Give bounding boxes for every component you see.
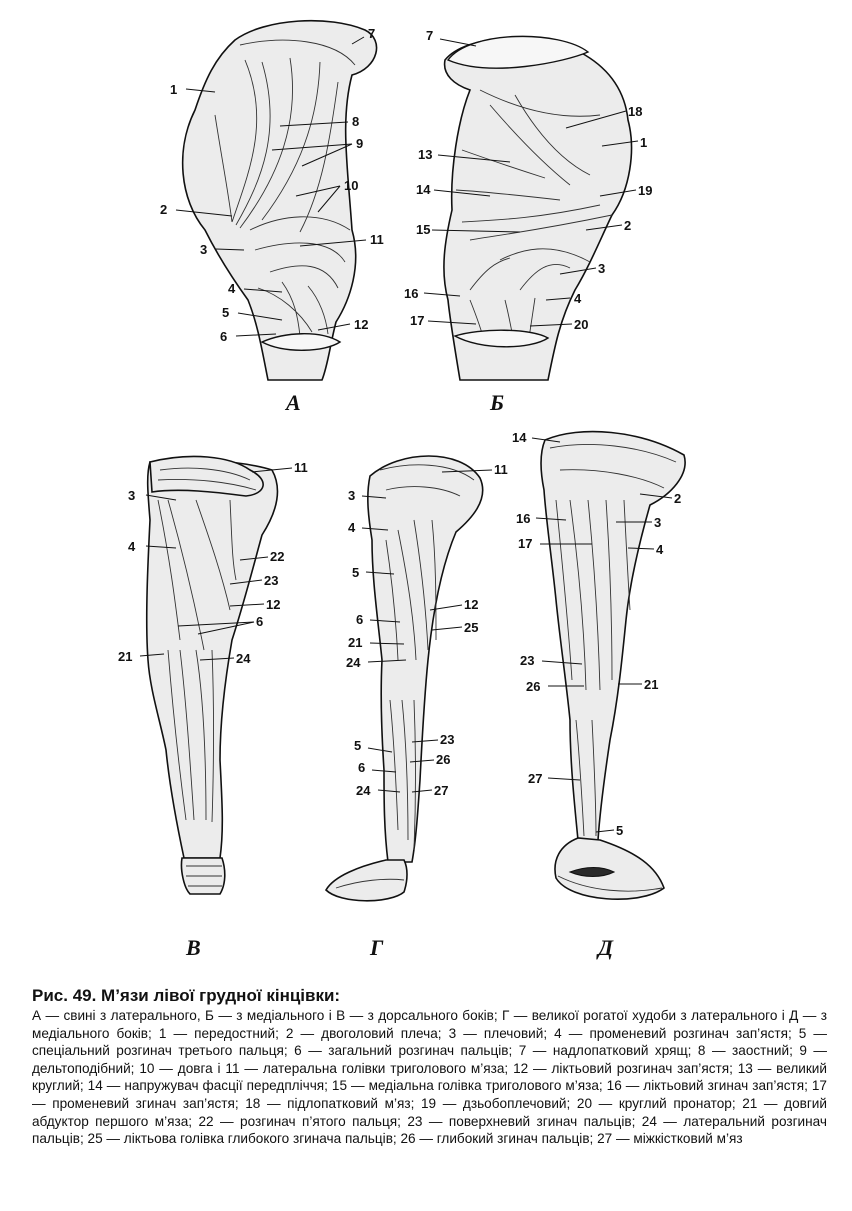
label: 18 [628,104,643,119]
label: 1 [640,135,648,150]
label: 24 [236,651,251,666]
label: 23 [264,573,279,588]
label: 4 [228,281,236,296]
label: 7 [426,28,434,43]
label: 26 [436,752,451,767]
label: 25 [464,620,479,635]
label: 20 [574,317,589,332]
label: 10 [344,178,359,193]
label: 23 [440,732,455,747]
panel-letter-b: Б [490,390,504,415]
label: 9 [356,136,364,151]
label: 14 [512,430,527,445]
label: 27 [528,771,543,786]
label: 8 [352,114,360,129]
label: 3 [200,242,208,257]
label: 4 [128,539,136,554]
label: 6 [356,612,364,627]
panel-a-drawing [183,21,377,380]
label: 12 [354,317,369,332]
label: 24 [346,655,361,670]
panel-letter-a: А [286,390,301,415]
label: 14 [416,182,431,197]
panel-b-drawing [444,36,632,380]
label: 27 [434,783,449,798]
label: 12 [266,597,281,612]
label: 1 [170,82,178,97]
panel-d-drawing [541,432,685,900]
label: 5 [352,565,360,580]
label: 4 [574,291,582,306]
label: 4 [348,520,356,535]
label: 23 [520,653,535,668]
label: 2 [624,218,632,233]
label: 21 [644,677,659,692]
label: 6 [256,614,264,629]
label: 4 [656,542,664,557]
label: 5 [222,305,230,320]
label: 11 [370,232,384,247]
label: 5 [354,738,362,753]
figure-caption-body: А — свині з латерального, Б — з медіального і В — з дорсального боків; Г — великої рогатої худоби з латерального і Д — з медіального боків; 1 — передостний; 2 — двоголовий плеча; 3 — плечовий; 4 — променевий розгинач зап’ястя; 5 — спеціальний розгинач третього пальця; 6 — загальний розгинач пальців; 7 — надлопатковий хрящ; 8 — заостний; 9 — дельтоподібний; 10 — довга і 11 — латеральна голівки триголового м’яза; 12 — ліктьовий розгинач зап’ястя; 13 — великий круглий; 14 — напружувач фасції передпліччя; 15 — медіальна голівка триголового м’яза; 16 — ліктьовий згинач зап’ястя; 17 — променевий згинач зап’ястя; 18 — підлопатковий м’яз; 19 — дзьобоплечовий; 20 — круглий пронатор; 21 — довгий абдуктор першого м’яза; 22 — розгинач п’ятого пальця; 23 — поверхневий згинач пальців; 24 — латеральний розгинач пальців; 25 — ліктьова голівка глибокого згинача пальців; 26 — глибокий згинач пальців; 27 — міжкістковий м’яз [32,1008,827,1147]
label: 3 [348,488,356,503]
label: 5 [616,823,624,838]
label: 6 [220,329,228,344]
label: 13 [418,147,433,162]
label: 19 [638,183,653,198]
panel-letter-g: Г [370,935,384,960]
label: 2 [674,491,682,506]
label: 6 [358,760,366,775]
label: 3 [654,515,662,530]
label: 12 [464,597,479,612]
label: 11 [294,460,308,475]
label: 24 [356,783,371,798]
label: 16 [404,286,419,301]
label: 22 [270,549,285,564]
label: 3 [598,261,606,276]
label: 11 [494,462,508,477]
label: 17 [518,536,533,551]
label: 7 [368,26,376,41]
label: 21 [348,635,363,650]
label: 16 [516,511,531,526]
label: 2 [160,202,168,217]
label: 3 [128,488,136,503]
label: 21 [118,649,133,664]
panel-letter-d: Д [598,935,614,960]
panel-letter-v: В [186,935,201,960]
label: 17 [410,313,425,328]
label: 15 [416,222,431,237]
panel-v-drawing [147,456,281,894]
figure-caption-title: Рис. 49. М’язи лівої грудної кінцівки: [32,986,341,1005]
label: 26 [526,679,541,694]
